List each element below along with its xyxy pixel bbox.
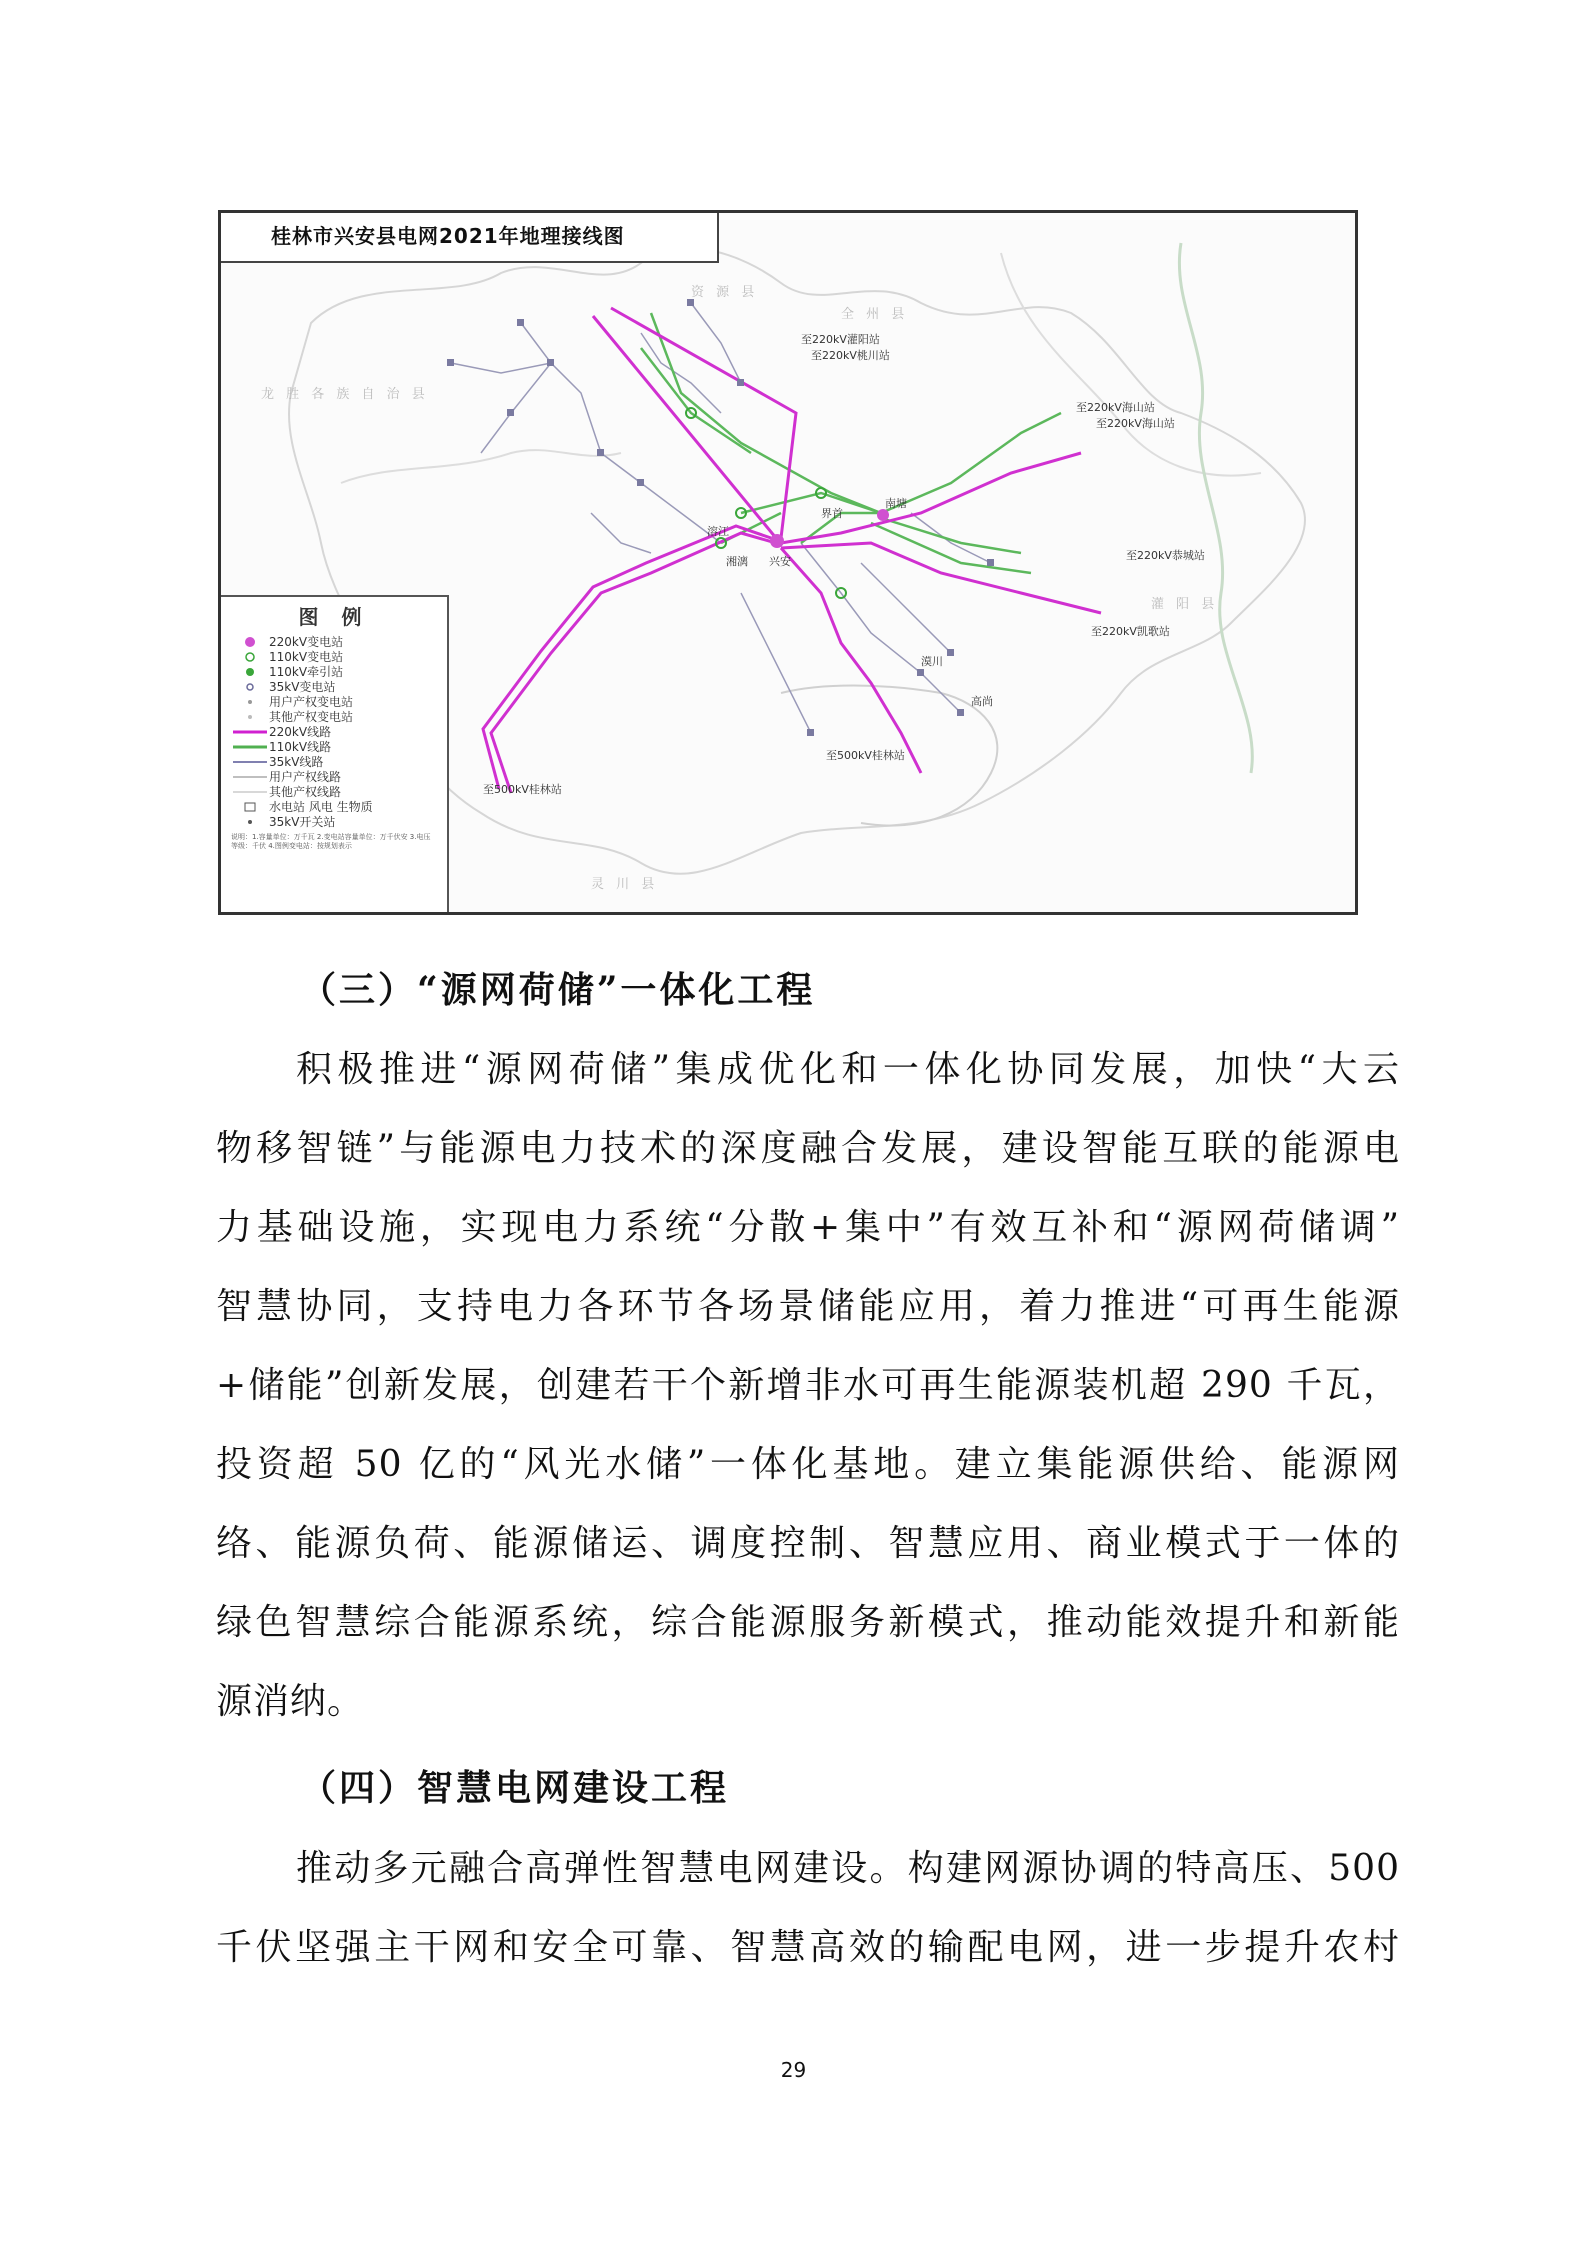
map-label-to-220kv: 至220kV海山站	[1096, 417, 1175, 430]
legend-item	[221, 694, 447, 709]
map-station-label: 兴安	[769, 555, 791, 568]
line-220kv-icon	[231, 729, 269, 735]
legend-label: 水电站 风电 生物质	[269, 800, 373, 814]
map-station-label: 界首	[821, 507, 843, 520]
map-station-label: 南塘	[885, 497, 907, 510]
map-label-to-220kv: 至220kV凯歌站	[1091, 625, 1170, 638]
section3-heading: （三）“源网荷储”一体化工程	[300, 969, 816, 1011]
other-line-icon	[231, 789, 269, 795]
section3-line: 物移智链”与能源电力技术的深度融合发展，建设智能互联的能源电	[216, 1128, 1400, 1169]
section4-heading: （四）智慧电网建设工程	[300, 1767, 730, 1809]
map-station-label: 湘漓	[726, 555, 748, 568]
map-region-label: 全 州 县	[841, 307, 909, 322]
user-substation-icon	[231, 695, 269, 709]
hydro-station-icon	[231, 801, 269, 813]
legend-item	[221, 799, 447, 814]
section3-line: 络、能源负荷、能源储运、调度控制、智慧应用、商业模式于一体的	[216, 1523, 1400, 1564]
legend-item	[221, 784, 447, 799]
legend-item	[221, 754, 447, 769]
legend-label: 220kV线路	[269, 725, 332, 739]
legend-item	[221, 724, 447, 739]
section3-line: 积极推进“源网荷储”集成优化和一体化协同发展，加快“大云	[296, 1049, 1400, 1090]
page-number: 29	[780, 2058, 807, 2082]
substation-220kv-icon	[231, 635, 269, 649]
legend-item	[221, 769, 447, 784]
region-boundary-west	[341, 450, 621, 483]
section4-line: 推动多元融合高弹性智慧电网建设。构建网源协调的特高压、500	[296, 1848, 1400, 1889]
user-line-icon	[231, 774, 269, 780]
section3-line: 力基础设施，实现电力系统“分散+集中”有效互补和“源网荷储调”	[216, 1207, 1400, 1248]
map-region-label: 灵 川 县	[591, 877, 659, 892]
map-station-label: 高尚	[971, 695, 993, 708]
switch-station-icon	[231, 816, 269, 828]
map-legend	[221, 595, 449, 915]
legend-label: 35kV线路	[269, 755, 324, 769]
legend-label: 220kV变电站	[269, 635, 344, 649]
grid-map-figure	[218, 210, 1358, 915]
map-title: 桂林市兴安县电网2021年地理接线图	[221, 213, 719, 263]
legend-title: 图 例	[298, 605, 370, 629]
substations-35kv	[447, 299, 994, 736]
legend-item	[221, 814, 447, 829]
map-region-label: 资 源 县	[691, 285, 759, 300]
section3-line: 智慧协同，支持电力各环节各场景储能应用，着力推进“可再生能源	[216, 1286, 1400, 1327]
section3-line: 绿色智慧综合能源系统，综合能源服务新模式，推动能效提升和新能	[216, 1602, 1400, 1643]
legend-item	[221, 664, 447, 679]
map-label-to-220kv: 至220kV桃川站	[811, 349, 890, 362]
map-label-to-500kv: 至500kV桂林站	[826, 749, 905, 762]
legend-label: 其他产权变电站	[269, 710, 354, 724]
legend-item	[221, 679, 447, 694]
section3-line: 投资超 50 亿的“风光水储”一体化基地。建立集能源供给、能源网	[216, 1444, 1400, 1485]
legend-label: 110kV变电站	[269, 650, 344, 664]
map-station-label: 溶江	[707, 525, 729, 538]
section3-line: 源消纳。	[216, 1681, 365, 1722]
region-boundary-east	[1001, 253, 1261, 476]
legend-label: 110kV线路	[269, 740, 332, 754]
legend-label: 用户产权线路	[269, 770, 342, 784]
section3-line: +储能”创新发展，创建若干个新增非水可再生能源装机超 290 千瓦，	[216, 1365, 1400, 1406]
legend-item	[221, 649, 447, 664]
map-label-to-220kv: 至220kV恭城站	[1126, 549, 1205, 562]
legend-label: 110kV牵引站	[269, 665, 344, 679]
legend-item	[221, 634, 447, 649]
legend-label: 35kV开关站	[269, 815, 336, 829]
map-region-label: 灌 阳 县	[1151, 597, 1219, 612]
legend-item	[221, 739, 447, 754]
legend-item	[221, 709, 447, 724]
lines-35kv	[451, 303, 991, 733]
substation-110kv-icon	[231, 650, 269, 664]
line-35kv-icon	[231, 759, 269, 765]
legend-label: 用户产权变电站	[269, 695, 354, 709]
map-label-to-220kv: 至220kV海山站	[1076, 401, 1155, 414]
legend-label: 35kV变电站	[269, 680, 336, 694]
map-region-label: 龙 胜 各 族 自 治 县	[261, 387, 429, 402]
line-110kv-icon	[231, 744, 269, 750]
substation-35kv-icon	[231, 680, 269, 694]
legend-label: 其他产权线路	[269, 785, 342, 799]
section4-line: 千伏坚强主干网和安全可靠、智慧高效的输配电网，进一步提升农村	[216, 1927, 1400, 1968]
traction-station-icon	[231, 665, 269, 679]
map-label-to-500kv: 至500kV桂林站	[483, 783, 562, 796]
river-line	[1179, 243, 1252, 773]
map-station-label: 漠川	[921, 655, 943, 668]
other-substation-icon	[231, 710, 269, 724]
legend-note: 说明：1.容量单位：万千瓦 2.变电站容量单位：万千伏安 3.电压等级：千伏 4.图例变电站：按规划表示	[231, 833, 431, 850]
map-label-to-220kv: 至220kV灌阳站	[801, 333, 880, 346]
